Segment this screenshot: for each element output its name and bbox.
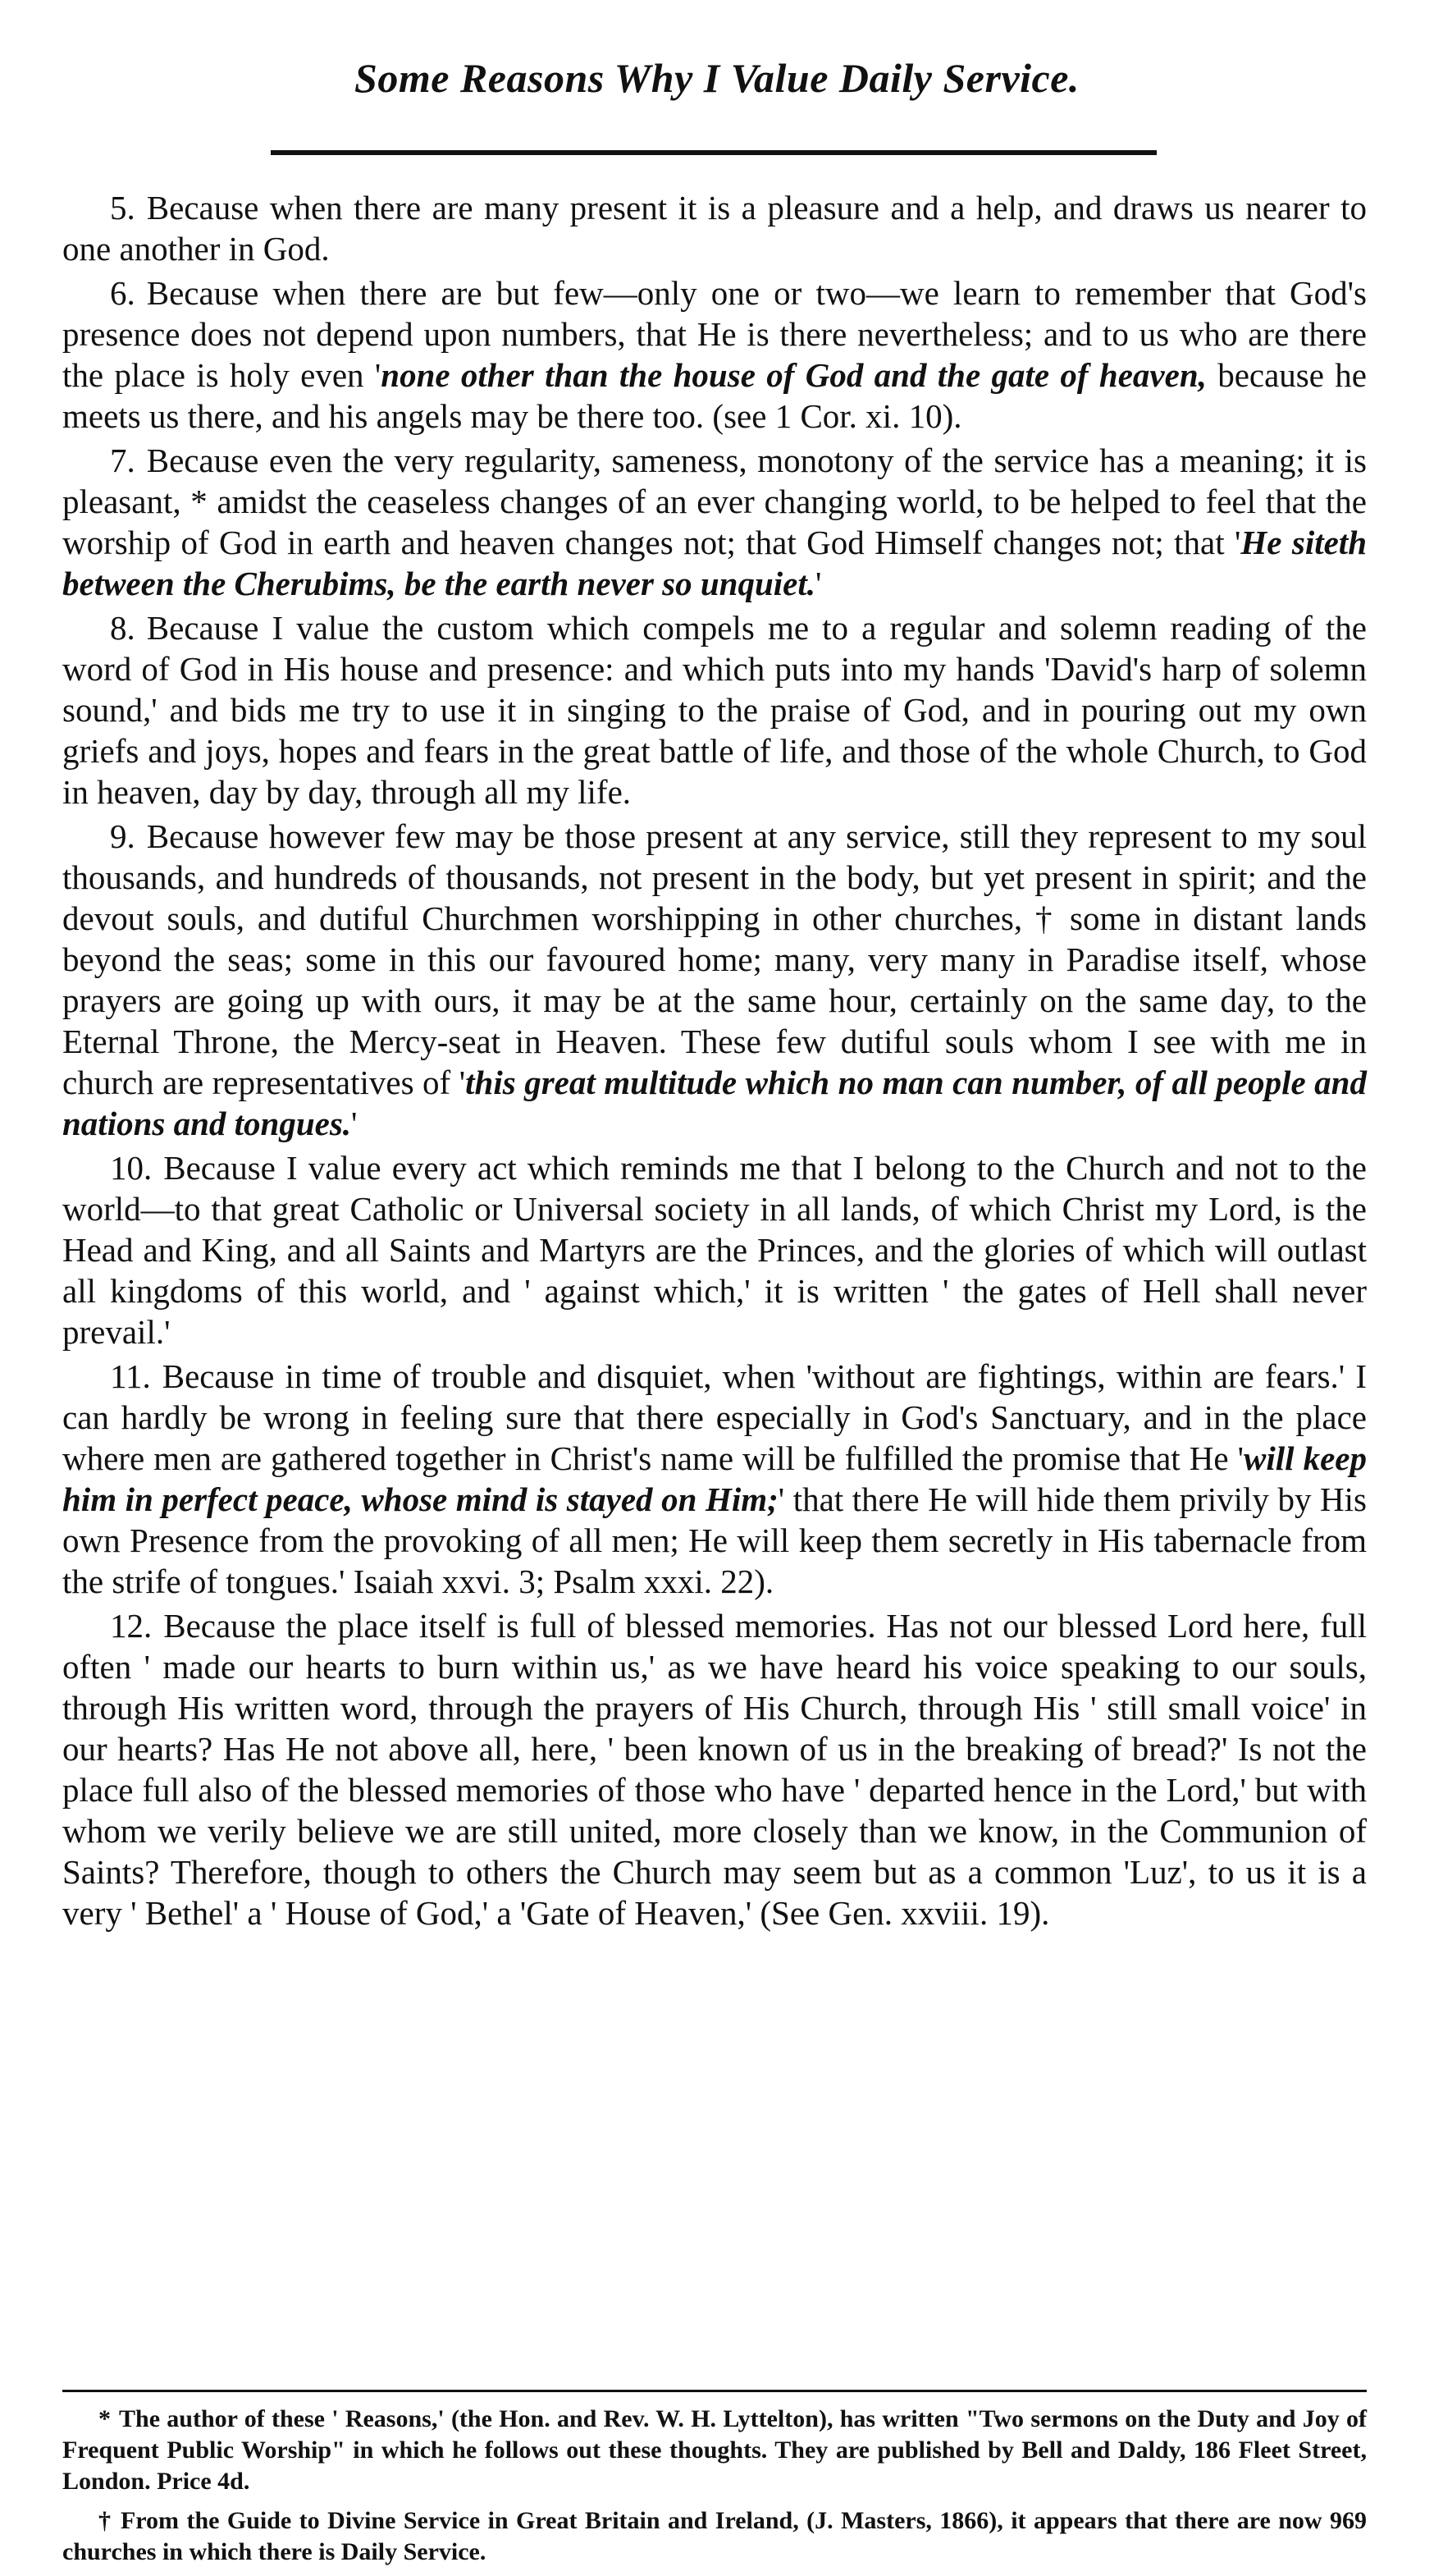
paragraph-number: 5. [110,189,135,226]
paragraph-9 [62,816,1367,1144]
paragraph-7 [62,440,1367,604]
paragraph-quote: this great multitude which no man can number, of all people and nations and tongues. [62,1064,1367,1142]
paragraph-text: Because when there are many present it is a pleasure and a help, and draws us nearer to one another in God. [62,189,1367,268]
paragraph-text: Because I value every act which reminds me that I belong to the Church and not to the world—to that great Catholic or Universal society in all lands, of which Christ my Lord, is the Head and King, and all Saints and Martyrs are the Princes, and the glories of which will outlast all kingdoms of this world, and ' against which,' it is written ' the gates of Hell shall never prevail.' [62,1149,1367,1351]
paragraph-number: 8. [110,609,135,647]
paragraph-text-after: ' [351,1105,358,1142]
paragraph-number: 7. [110,442,135,479]
paragraph-text: Because however few may be those present at any service, still they represent to my soul thousands, and hundreds of thousands, not present in the body, but yet present in spirit; and the devout souls, and dutiful Churchmen worshipping in other churches, † some in distant lands beyond the seas; some in this our favoured home; many, very many in Paradise itself, whose prayers are going up with ours, it may be at the same hour, certainly on the same day, to the Eternal Throne, the Mercy-seat in Heaven. These few dutiful souls whom I see with me in church are representatives of ' [62,817,1367,1101]
running-title: Some Reasons Why I Value Daily Service. [354,55,1080,101]
paragraph-quote: will keep him in perfect peace, whose mind is stayed on Him; [62,1439,1367,1518]
paragraph-text: Because I value the custom which compels me to a regular and solemn reading of the word of God in His house and presence: and which puts into my hands 'David's harp of solemn sound,' and bids me try to use it in singing to the praise of God, and in pouring out my own griefs and joys, hopes and fears in the great battle of life, and those of the whole Church, to God in heaven, day by day, through all my life. [62,609,1367,811]
paragraph-12 [62,1605,1367,1933]
footnote-mark: † [98,2507,112,2534]
paragraph-number: 9. [110,817,135,855]
footnote-text: From the Guide to Divine Service in Great Britain and Ireland, (J. Masters, 1866), it appears that there are now 969 churches in which there is Daily Service. [62,2507,1367,2565]
paragraph-number: 11. [110,1357,151,1395]
paragraph-text: Because the place itself is full of blessed memories. Has not our blessed Lord here, full often ' made our hearts to burn within us,' as we have heard his voice speaking to our souls, through His written word, through the prayers of His Church, through His ' still small voice' in our hearts? Has He not above all, here, ' been known of us in the breaking of bread?' Is not the place full also of the blessed memories of those who have ' departed hence in the Lord,' but with whom we verily believe we are still united, more closely than we know, in the Communion of Saints? Therefore, though to others the Church may seem but as a common 'Luz', to us it is a very ' Bethel' a ' House of God,' a 'Gate of Heaven,' (See Gen. xxviii. 19). [62,1607,1367,1932]
paragraph-6 [62,272,1367,437]
paragraph-number: 10. [110,1149,153,1187]
paragraph-text-after: because he meets us there, and his angels may be there too. (see 1 Cor. xi. 10). [62,356,1367,435]
paragraph-number: 12. [110,1607,153,1645]
paragraph-text-after: ' that there He will hide them privily by His own Presence from the provoking of all men; He will keep them secretly in His tabernacle from the strife of tongues.' Isaiah xxvi. 3; Psalm xxxi. 22). [62,1480,1367,1600]
paragraph-text: Because when there are but few—only one or two—we learn to remember that God's presence does not depend upon numbers, that He is there nevertheless; and to us who are there the place is holy even ' [62,274,1367,394]
paragraph-5 [62,187,1367,269]
paragraph-8 [62,607,1367,812]
title-rule [271,150,1157,155]
footnote-dagger [62,2505,1367,2568]
paragraph-11 [62,1356,1367,1602]
footnotes [62,2390,1367,2576]
paragraph-text: Because even the very regularity, sameness, monotony of the service has a meaning; it is pleasant, * amidst the ceaseless changes of an ever changing world, to be helped to feel that the worship of God in earth and heaven changes not; that God Himself changes not; that ' [62,442,1367,561]
footnote-text: The author of these ' Reasons,' (the Hon. and Rev. W. H. Lyttelton), has written "Two sermons on the Duty and Joy of Frequent Public Worship" in which he follows out these thoughts. They are published by Bell and Daldy, 186 Fleet Street, London. Price 4d. [62,2405,1367,2495]
paragraph-text-after: ' [815,565,822,602]
paragraph-text: Because in time of trouble and disquiet, when 'without are fightings, within are fears.' I can hardly be wrong in feeling sure that there especially in God's Sanctuary, and in the place where men are gathered together in Christ's name will be fulfilled the promise that He ' [62,1357,1367,1477]
paragraph-quote: He siteth between the Cherubims, be the earth never so unquiet. [62,524,1368,602]
footnote-asterisk [62,2404,1367,2497]
paragraph-number: 6. [110,274,135,312]
footnote-mark: * [98,2405,111,2432]
body-text [62,187,1367,1937]
paragraph-quote: none other than the house of God and the gate of heaven, [381,356,1207,394]
paragraph-10 [62,1147,1367,1352]
